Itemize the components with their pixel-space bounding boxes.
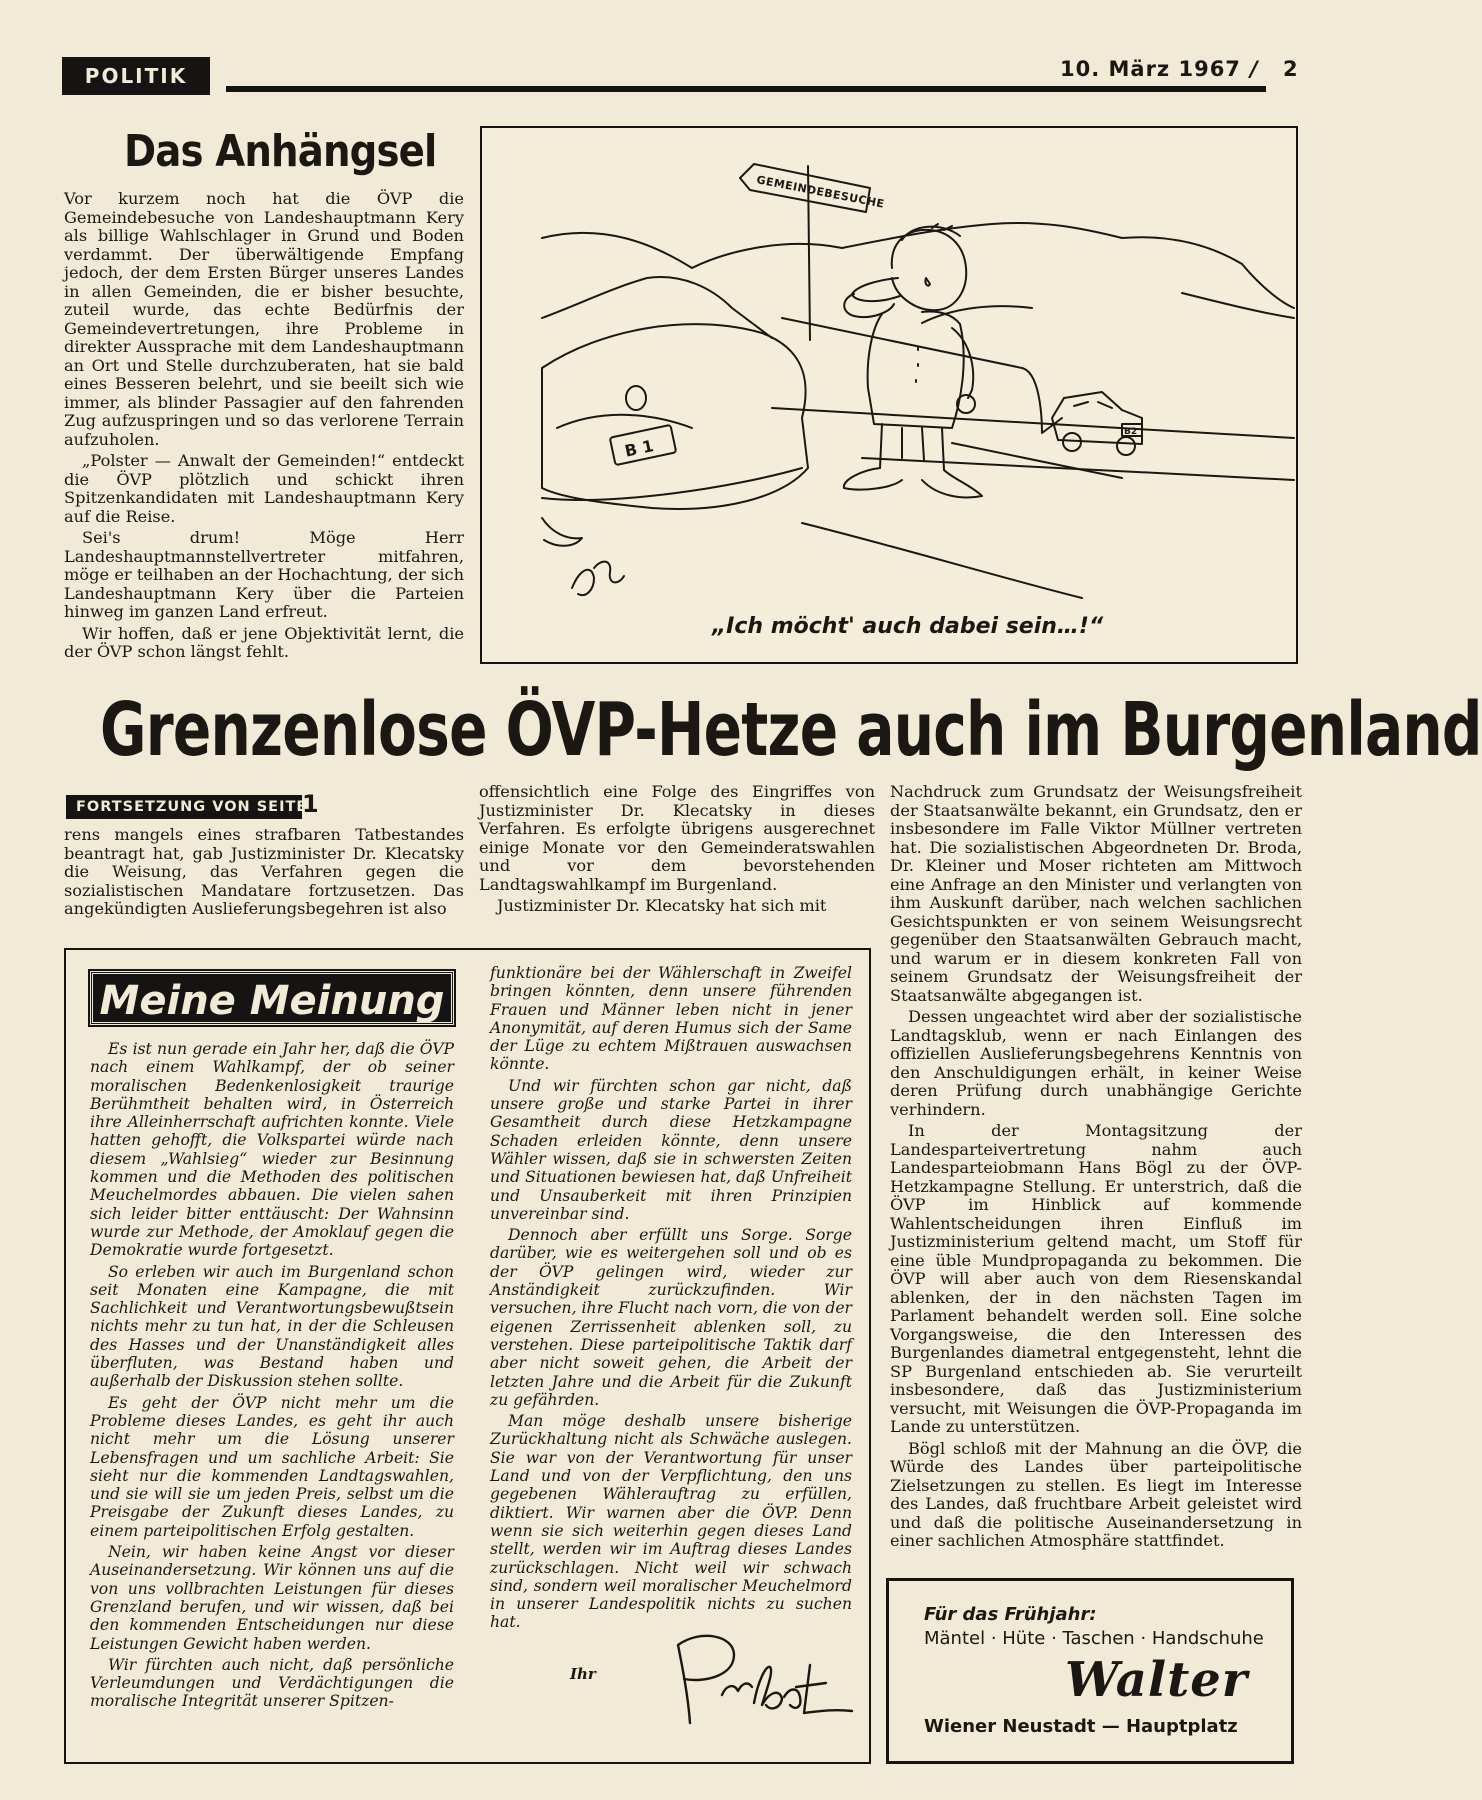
opinion-column-1 — [90, 1040, 454, 1711]
cartoon-sign-text: GEMEINDEBESUCHE — [755, 173, 886, 211]
opinion-title: Meine Meinung — [90, 971, 454, 1025]
cartoon-man-body — [868, 312, 964, 429]
cartoon-car-wheel — [542, 518, 582, 546]
opinion-paragraph: Und wir fürchten schon gar nicht, daß unsere große und starke Partei in ihrer Gesamtheit durch diese Hetzkampagne Schaden erleiden könnte, denn unsere Wähler wissen, daß sie in schwersten Zeiten und Situationen bewiesen hat, daß Unfreiheit und Unsauberkeit mit ihren Prinzipien unvereinbar sind. — [490, 1076, 852, 1223]
cartoon-hills — [542, 223, 1294, 308]
cartoon-drawing — [482, 128, 1296, 662]
handwritten-signature — [630, 1625, 860, 1735]
cartoon-man-buttons — [916, 348, 918, 382]
opinion-paragraph: Es geht der ÖVP nicht mehr um die Probleme dieses Landes, es geht ihr auch nicht mehr um die Lösung unserer Lebensfragen und um sachliche Arbeit: Sie sieht nur die kommenden Landtagswahlen, und sie will sie um jeden Preis, selbst um die Preisgabe der Zukunft dieses Landes, zu einem parteipolitischen Erfolg gestalten. — [90, 1393, 454, 1540]
anhaengsel-paragraph: „Polster — Anwalt der Gemeinden!“ entdeckt die ÖVP plötzlich und schickt ihren Spitzenkandidaten mit Landeshauptmann Kery auf die Reise. — [64, 451, 464, 526]
opinion-paragraph: Dennoch aber erfüllt uns Sorge. Sorge darüber, wie es weitergehen soll und ob es der ÖVP gelingen wird, wieder zur Anständigkeit zurückzufinden. Wir versuchen, ihre Flucht nach vorn, die von der eigenen Zerrissenheit ablenken soll, zu verstehen. Diese parteipolitische Taktik darf aber nicht soweit gehen, die Arbeit der letzten Jahre und die Arbeit für die Zukunft zu gefährden. — [490, 1226, 852, 1409]
article-paragraph: offensichtlich eine Folge des Eingriffes von Justizminister Dr. Klecatsky in dieses Verfahren. Es erfolgte übrigens ausgerechnet einige Monate vor den Gemeinderatswahlen und vor dem bevorstehenden Landtagswahlkampf im Burgenland. — [479, 782, 875, 894]
opinion-paragraph: funktionäre bei der Wählerschaft in Zweifel bringen könnten, denn unsere führenden Frauen und Männer leben nicht in jener Anonymität, auf deren Humus sich der Same der Lüge zu echtem Mißtrauen auswachsen könnte. — [490, 964, 852, 1074]
cartoon-toy-car — [1074, 402, 1112, 408]
anhaengsel-article — [64, 190, 464, 662]
continuation-label: FORTSETZUNG VON SEITE — [66, 795, 302, 819]
cartoon-road — [772, 408, 1294, 438]
cartoon-road — [952, 443, 1122, 478]
ad-address: Wiener Neustadt — Hauptplatz — [924, 1716, 1238, 1737]
cartoon-toy-wheel — [1063, 433, 1081, 451]
cartoon-car-headlight — [626, 386, 646, 410]
cartoon-hills — [542, 277, 772, 338]
cartoon-man-legs — [880, 424, 944, 470]
issue-date: 10. März 1967 — [1060, 57, 1241, 81]
opinion-paragraph: Man möge deshalb unsere bisherige Zurückhaltung nicht als Schwäche auslegen. Sie war von der Verantwortung für unser Land und von der Verpflichtung, den uns gegebenen Wählerauftrag zu erfüllen, diktiert. Wir warnen aber die ÖVP. Denn wenn sie sich weiterhin gegen dieses Land stellt, werden wir im Auftrag dieses Landes zurückschlagen. Nicht weil wir schwach sind, sondern weil moralischer Meuchelmord in unserer Landespolitik nichts zu suchen hat. — [490, 1412, 852, 1632]
article-paragraph: Bögl schloß mit der Mahnung an die ÖVP, die Würde des Landes über parteipolitische Zielsetzungen zu stellen. Es liegt im Interesse des Landes, daß fruchtbare Arbeit geleistet wird und daß die politische Auseinandersetzung in einer sachlichen Atmosphäre stattfindet. — [890, 1438, 1302, 1550]
cartoon-man-fist — [957, 395, 975, 413]
opinion-paragraph: Es ist nun gerade ein Jahr her, daß die ÖVP nach einem Wahlkampf, der ob seiner moralischen Bedenkenlosigkeit traurige Berühmtheit behalten wird, in Österreich ihre Alleinherrschaft aufrichten konnte. Viele hatten gehofft, die Volkspartei würde nach diesem „Wahlsieg“ wieder zur Besinnung kommen und die Methoden des politischen Meuchelmordes abbauen. Die vielen sahen sich leider bitter enttäuscht: Der Wahnsinn wurde zur Methode, der Amoklauf gegen die Demokratie wurde fortgesetzt. — [90, 1040, 454, 1260]
header-rule — [226, 86, 1266, 92]
article-paragraph: Justizminister Dr. Klecatsky hat sich mit — [497, 896, 827, 915]
ad-brand-logo: Walter — [1065, 1652, 1249, 1708]
cartoon-car — [557, 415, 692, 428]
opinion-closing: Ihr — [570, 1665, 596, 1683]
anhaengsel-paragraph: Vor kurzem noch hat die ÖVP die Gemeindebesuche von Landeshauptmann Kery als billige Wahlschlager in Grund und Boden verdammt. Der überwältigende Empfang jedoch, der dem Ersten Bürger unseres Landes in allen Gemeinden, die er bisher besuchte, zuteil wurde, das echte Bedürfnis der Gemeindevertretungen, ihre Probleme in direkter Aussprache mit dem Landeshauptmann an Ort und Stelle durchzuberaten, hat sie bald eines Besseren belehrt, und sie beeilt sich wie immer, als blinder Passagier auf den fahrenden Zug aufzuspringen und so das verlorene Terrain aufzuholen. — [64, 189, 464, 449]
continuation-page-ref: 1 — [302, 790, 319, 818]
cartoon-man-arm — [952, 328, 973, 398]
anhaengsel-paragraph: Wir hoffen, daß er jene Objektivität lernt, die der ÖVP schon längst fehlt. — [64, 623, 464, 661]
anhaengsel-paragraph: Sei's drum! Möge Herr Landeshauptmannstellvertreter mitfahren, möge er teilhaben an der Hochachtung, der sich Landeshauptmann Kery über die Parteien hinweg im ganzen Land erfreut. — [64, 528, 464, 621]
cartoon-artist-signature — [572, 562, 624, 595]
ad-tagline: Für das Frühjahr: — [924, 1604, 1097, 1625]
header-separator: / — [1250, 57, 1258, 81]
anhaengsel-title: Das Anhängsel — [124, 126, 437, 177]
cartoon-hills — [922, 306, 1032, 323]
cartoon-man-hand — [844, 294, 894, 317]
cartoon-tear — [925, 278, 930, 286]
article-paragraph: In der Montagsitzung der Landesparteivertretung nahm auch Landesparteiobmann Hans Bögl zu der ÖVP-Hetzkampagne Stellung. Er unterstrich, daß die ÖVP im Hinblick auf kommende Wahlentscheidungen ihren Einfluß im Justizministerium geltend macht, um Stoff für eine üble Mundpropaganda zu bekommen. Die ÖVP will aber auch von dem Riesenskandal ablenken, der in den nächsten Tagen im Parlament behandelt werden soll. Eine solche Vorgangsweise, die den Interessen des Burgenlandes diametral entgegensteht, lehnt die SP Burgenland entschieden ab. Sie verurteilt insbesondere, daß das Justizministerium versucht, mit Weisungen die ÖVP-Propaganda im Lande zu unterstützen. — [890, 1121, 1302, 1436]
article-column-1 — [64, 826, 464, 919]
cartoon-caption: „Ich möcht' auch dabei sein…!“ — [712, 614, 1104, 639]
opinion-paragraph: Wir fürchten auch nicht, daß persönliche Verleumdungen und Verdächtigungen die moralische Integrität unserer Spitzen- — [90, 1655, 454, 1711]
article-paragraph: Dessen ungeachtet wird aber der sozialistische Landtagsklub, wenn er nach Einlangen des offiziellen Auslieferungsbegehrens Kenntnis von den Anschuldigungen erhält, in keiner Weise deren Prüfung durch unabhängige Gerichte verhindern. — [890, 1007, 1302, 1119]
cartoon-road — [802, 523, 1082, 598]
article-paragraph: Nachdruck zum Grundsatz der Weisungsfreiheit der Staatsanwälte bekannt, ein Grundsatz, den er insbesondere im Falle Viktor Müllner vertreten hat. Die sozialistischen Abgeordneten Dr. Broda, Dr. Kleiner und Moser richteten am Mittwoch eine Anfrage an den Minister und verlangten von ihm Auskunft darüber, nach welchen sachlichen Gesichtspunkten er von seinem Weisungsrecht gegenüber den Staatsanwälten Gebrauch macht, und warum er in diesem konkreten Fall von seinem Grundsatz der Weisungsfreiheit der Staatsanwälte abgegangen ist. — [890, 782, 1302, 1005]
cartoon-toy-wheel — [1117, 437, 1135, 455]
main-headline: Grenzenlose ÖVP-Hetze auch im Burgenland — [100, 687, 1482, 773]
cartoon-plate-text: B 1 — [622, 436, 656, 461]
cartoon-toy-plate-text: B2 — [1124, 427, 1138, 437]
opinion-paragraph: So erleben wir auch im Burgenland schon seit Monaten eine Kampagne, die mit Sachlichkeit und Verantwortungsbewußtsein nichts mehr zu tun hat, in der die Schleusen des Hasses und der Unanständigkeit alles überfluten, was Bestand haben und außerhalb der Diskussion stehen sollte. — [90, 1262, 454, 1391]
cartoon-man-shoes — [844, 468, 982, 497]
cartoon-man-head — [892, 230, 966, 310]
cartoon-frame — [480, 126, 1298, 664]
page-number: 2 — [1283, 57, 1298, 81]
article-column-3 — [890, 783, 1302, 1551]
article-column-2 — [479, 783, 875, 916]
article-paragraph: rens mangels eines strafbaren Tatbestandes beantragt hat, gab Justizminister Dr. Klecatsky die Weisung, das Verfahren gegen die sozialistischen Mandatare fortzusetzen. Das angekündigten Auslieferungsbegehren ist also — [64, 825, 464, 918]
cartoon-car — [542, 324, 808, 509]
section-label: POLITIK — [62, 57, 210, 95]
opinion-column-2 — [490, 964, 852, 1632]
ad-products: Mäntel · Hüte · Taschen · Handschuhe — [924, 1628, 1264, 1649]
opinion-paragraph: Nein, wir haben keine Angst vor dieser Auseinandersetzung. Wir können uns auf die von uns vollbrachten Leistungen für dieses Grenzland berufen, und wir wissen, daß bei den kommenden Entscheidungen nur diese Leistungen Gewicht haben werden. — [90, 1543, 454, 1653]
